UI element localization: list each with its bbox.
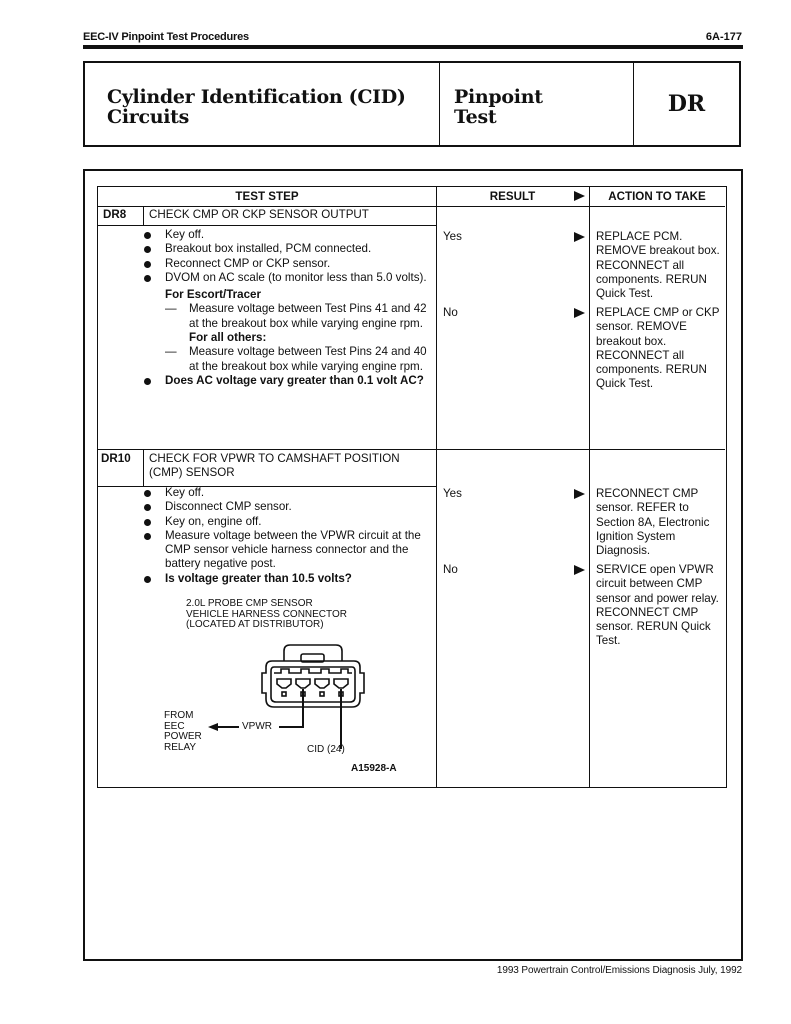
instruction: Key on, engine off. <box>141 515 433 529</box>
header-result: RESULT <box>489 190 536 203</box>
connector-drawing <box>164 599 424 779</box>
instruction: DVOM on AC scale (to monitor less than 5.0 volts). <box>141 271 431 285</box>
result-no: No <box>443 563 458 576</box>
step-id-divider <box>143 449 144 486</box>
header-action: ACTION TO TAKE <box>608 190 706 203</box>
step-instructions <box>141 486 433 586</box>
result-yes: Yes <box>443 487 462 500</box>
result-yes: Yes <box>443 230 462 243</box>
from-line: RELAY <box>164 741 197 753</box>
instruction: Key off. <box>141 486 433 500</box>
instruction: Reconnect CMP or CKP sensor. <box>141 257 431 271</box>
instruction: Measure voltage between the VPWR circuit at the CMP sensor vehicle harness connector and the battery negative post. <box>141 529 433 572</box>
column-divider-action <box>589 187 590 787</box>
action-text: REPLACE PCM. REMOVE breakout box. RECONNECT all components. RERUN Quick Test. <box>596 230 720 301</box>
step-instructions <box>141 228 431 388</box>
instruction: Key off. <box>141 228 431 242</box>
title-line-1: Cylinder Identification (CID) <box>107 86 406 108</box>
connector-diagram <box>164 599 424 779</box>
step-id: DR10 <box>101 452 131 465</box>
arrow-right-icon <box>574 565 585 575</box>
from-line: FROM <box>164 710 194 721</box>
action-text: REPLACE CMP or CKP sensor. REMOVE breakout box. RECONNECT all components. RERUN Quick Test. <box>596 306 720 391</box>
arrow-right-icon <box>574 489 585 499</box>
step-separator <box>98 449 725 450</box>
arrow-right-icon <box>574 308 585 318</box>
instruction-substep: — Measure voltage between Test Pins 41 and 42 at the breakout box while varying engine rpm. <box>141 302 431 331</box>
step-title: CHECK CMP OR CKP SENSOR OUTPUT <box>149 208 369 221</box>
arrow-right-icon <box>574 191 585 201</box>
from-line: POWER <box>164 731 202 742</box>
test-table <box>97 186 727 788</box>
title-cell <box>85 63 440 145</box>
arrow-right-icon <box>574 232 585 242</box>
instruction: Breakout box installed, PCM connected. <box>141 242 431 256</box>
caption-line: 2.0L PROBE CMP SENSOR <box>186 598 313 609</box>
caption-line: VEHICLE HARNESS CONNECTOR <box>186 608 347 620</box>
instruction-question: Does AC voltage vary greater than 0.1 volt AC? <box>141 374 431 388</box>
cid-label: CID (24) <box>307 744 345 755</box>
header-test-step: TEST STEP <box>235 190 299 203</box>
running-header-title: EEC-IV Pinpoint Test Procedures <box>83 31 249 43</box>
from-label <box>164 711 202 753</box>
test-type-line-2: Test <box>454 106 497 128</box>
arrow-left-icon <box>208 723 218 731</box>
step-id-divider <box>143 206 144 225</box>
step-title-rule <box>98 225 436 226</box>
instruction-question: Is voltage greater than 10.5 volts? <box>141 572 433 586</box>
test-code: DR <box>667 91 706 117</box>
result-no: No <box>443 306 458 319</box>
figure-id: A15928-A <box>351 763 397 774</box>
instruction: Disconnect CMP sensor. <box>141 500 433 514</box>
action-text: SERVICE open VPWR circuit between CMP sensor and power relay. RECONNECT CMP sensor. RERUN Quick Test. <box>596 563 719 648</box>
instruction-subheading: For all others: <box>189 331 267 345</box>
test-type-line-1: Pinpoint <box>454 86 543 108</box>
page-number: 6A-177 <box>705 31 742 43</box>
instruction-subheading: For Escort/Tracer <box>165 288 262 302</box>
instruction-substep: — Measure voltage between Test Pins 24 and 40 at the breakout box while varying engine rpm. <box>141 345 431 374</box>
test-code-cell <box>634 63 739 145</box>
title-line-2: Circuits <box>107 106 190 128</box>
caption-line: (LOCATED AT DISTRIBUTOR) <box>186 619 324 630</box>
vpwr-label: VPWR <box>242 721 272 732</box>
step-title: CHECK FOR VPWR TO CAMSHAFT POSITION (CMP) SENSOR <box>149 452 400 480</box>
column-divider-result <box>436 187 437 787</box>
step-id: DR8 <box>103 208 127 221</box>
test-type-cell <box>440 63 634 145</box>
action-text: RECONNECT CMP sensor. REFER to Section 8A, Electronic Ignition System Diagnosis. <box>596 487 710 558</box>
header-rule <box>83 45 743 49</box>
from-line: EEC <box>164 720 185 732</box>
title-block <box>83 61 741 147</box>
footer-text: 1993 Powertrain Control/Emissions Diagnosis July, 1992 <box>496 965 742 976</box>
